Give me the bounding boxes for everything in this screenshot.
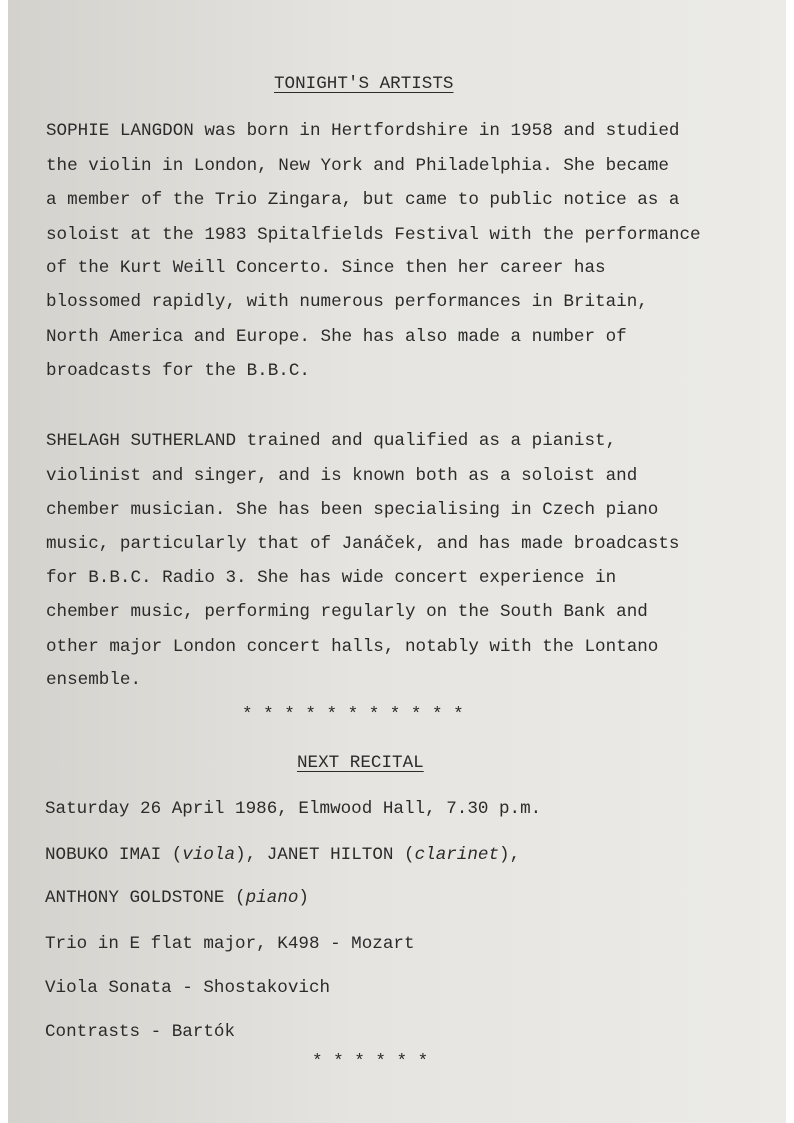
programme-work: Contrasts - Bartók [45,1022,236,1042]
bio-line: ensemble. [46,670,142,690]
bio-line: North America and Europe. She has also made a number of [46,327,627,347]
closing-separator: * * * * * * [312,1052,429,1072]
performer-name: JANET HILTON [266,845,394,865]
performer-instrument: viola [182,845,236,865]
bio-line: a member of the Trio Zingara, but came to public notice as a [46,190,680,210]
bio-line: of the Kurt Weill Concerto. Since then her career has [46,258,606,278]
bio-line: SOPHIE LANGDON was born in Hertfordshire in 1958 and studied [46,121,680,141]
bio-line: other major London concert halls, notably with the Lontano [46,637,659,657]
performer-name: NOBUKO IMAI [45,845,162,865]
bio-line: broadcasts for the B.B.C. [46,361,310,381]
tonights-artists-heading: TONIGHT'S ARTISTS [274,74,454,94]
performers-line-1: NOBUKO IMAI (viola), JANET HILTON (clarinet), [45,845,521,865]
section-separator: * * * * * * * * * * * [242,705,464,725]
bio-line: for B.B.C. Radio 3. She has wide concert experience in [46,568,617,588]
performer-name: ANTHONY GOLDSTONE [45,888,225,908]
recital-date-line: Saturday 26 April 1986, Elmwood Hall, 7.30 p.m. [45,799,542,819]
bio-line: soloist at the 1983 Spitalfields Festival with the performance [46,225,701,245]
bio-line: chember music, performing regularly on the South Bank and [46,602,648,622]
bio-line: the violin in London, New York and Philadelphia. She became [46,156,669,176]
bio-line: blossomed rapidly, with numerous performances in Britain, [46,292,648,312]
programme-work: Trio in E flat major, K498 - Mozart [45,934,415,954]
programme-work: Viola Sonata - Shostakovich [45,978,331,998]
programme-page [8,0,786,1123]
bio-line: music, particularly that of Janáček, and has made broadcasts [46,534,680,554]
next-recital-heading: NEXT RECITAL [297,753,424,773]
bio-line: chember musician. She has been specialising in Czech piano [46,500,659,520]
bio-line: SHELAGH SUTHERLAND trained and qualified as a pianist, [46,431,617,451]
bio-line: violinist and singer, and is known both as a soloist and [46,466,638,486]
performer-instrument: piano [245,888,299,908]
performers-line-2: ANTHONY GOLDSTONE (piano) [45,888,309,908]
performer-instrument: clarinet [414,845,500,865]
